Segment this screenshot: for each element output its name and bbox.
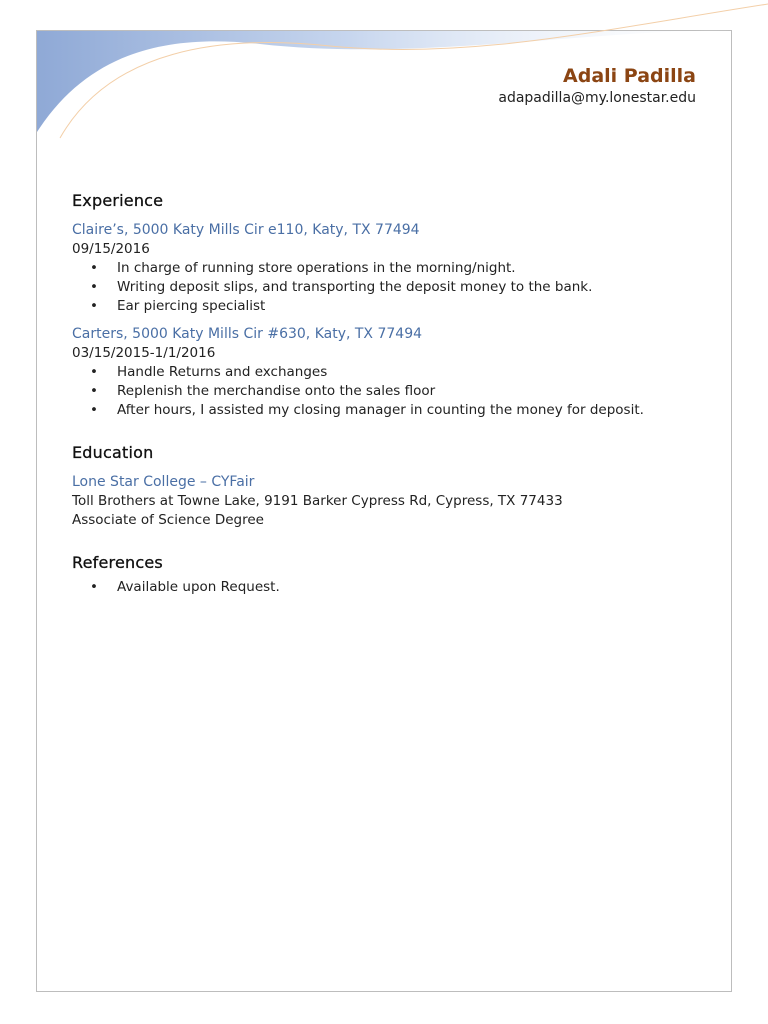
list-item: • Ear piercing specialist — [72, 297, 712, 316]
job-date: 03/15/2015-1/1/2016 — [72, 345, 216, 361]
resume-header — [498, 64, 696, 108]
references-section — [72, 552, 712, 597]
references-list — [72, 578, 712, 597]
experience-section — [72, 190, 712, 420]
job-title: Carters, 5000 Katy Mills Cir #630, Katy, TX 77494 — [72, 326, 423, 342]
resume-body — [72, 190, 712, 611]
job-entry — [72, 324, 712, 420]
school-address: Toll Brothers at Towne Lake, 9191 Barker Cypress Rd, Cypress, TX 77433 — [72, 493, 563, 509]
list-item: • Replenish the merchandise onto the sales floor — [72, 382, 712, 401]
applicant-name: Adali Padilla — [563, 65, 696, 87]
references-heading: References — [72, 553, 163, 572]
job-date: 09/15/2016 — [72, 241, 150, 257]
degree: Associate of Science Degree — [72, 512, 264, 528]
list-item: • Available upon Request. — [72, 578, 712, 597]
education-section — [72, 442, 712, 530]
job-entry — [72, 220, 712, 316]
experience-heading: Experience — [72, 191, 164, 210]
applicant-email: adapadilla@my.lonestar.edu — [498, 90, 696, 106]
school-name: Lone Star College – CYFair — [72, 474, 255, 490]
job-duties-list — [72, 259, 712, 316]
list-item: • After hours, I assisted my closing manager in counting the money for deposit. — [72, 401, 712, 420]
job-duties-list — [72, 363, 712, 420]
education-heading: Education — [72, 443, 154, 462]
job-title: Claire’s, 5000 Katy Mills Cir e110, Katy, TX 77494 — [72, 222, 420, 238]
list-item: • In charge of running store operations in the morning/night. — [72, 259, 712, 278]
list-item: • Writing deposit slips, and transporting the deposit money to the bank. — [72, 278, 712, 297]
list-item: • Handle Returns and exchanges — [72, 363, 712, 382]
